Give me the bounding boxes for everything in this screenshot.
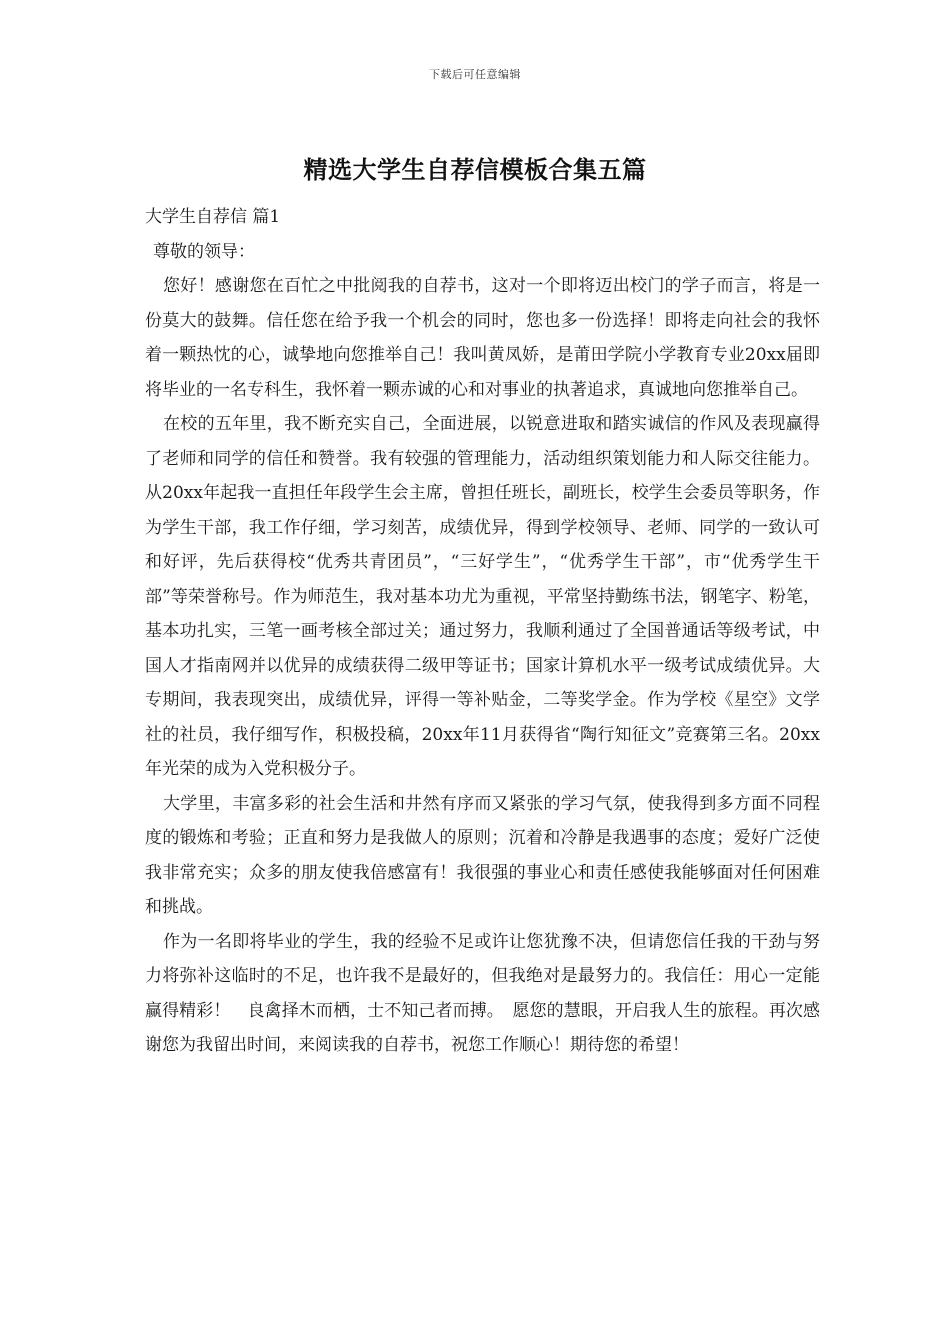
paragraph-4: 作为一名即将毕业的学生，我的经验不足或许让您犹豫不决，但请您信任我的干劲与努力将弥补这临时的不足，也许我不是最好的，但我绝对是最努力的。我信任：用心一定能赢得精彩！ 良禽择木而栖，士不知己者而搏。 愿您的慧眼，开启我人生的旅程。再次感谢您为我留出时间，来阅读我的自荐书，祝您工作顺心！期待您的希望！: [145, 931, 820, 1055]
header-note: 下载后可任意编辑: [429, 68, 521, 81]
paragraph-3: 大学里，丰富多彩的社会生活和井然有序而又紧张的学习气氛，使我得到多方面不同程度的锻炼和考验；正直和努力是我做人的原则；沉着和冷静是我遇事的态度；爱好广泛使我非常充实；众多的朋友使我倍感富有！我很强的事业心和责任感使我能够面对任何困难和挑战。: [145, 793, 820, 917]
section-heading: 大学生自荐信 篇1: [145, 207, 281, 227]
paragraph-2: 在校的五年里，我不断充实自己，全面进展，以锐意进取和踏实诚信的作风及表现赢得了老师和同学的信任和赞誉。我有较强的管理能力，活动组织策划能力和人际交往能力。从20xx年起我一直担任年段学生会主席，曾担任班长，副班长，校学生会委员等职务，作为学生干部，我工作仔细，学习刻苦，成绩优异，得到学校领导、老师、同学的一致认可和好评，先后获得校“优秀共青团员”，“三好学生”，“优秀学生干部”，市“优秀学生干部”等荣誉称号。作为师范生，我对基本功尤为重视，平常坚持勤练书法，钢笔字、粉笔，基本功扎实，三笔一画考核全部过关；通过努力，我顺利通过了全国普通话等级考试，中国人才指南网并以优异的成绩获得二级甲等证书；国家计算机水平一级考试成绩优异。大专期间，我表现突出，成绩优异，评得一等补贴金，二等奖学金。作为学校《星空》文学社的社员，我仔细写作，积极投稿，20xx年11月获得省“陶行知征文”竞赛第三名。20xx年光荣的成为入党积极分子。: [145, 414, 820, 779]
document-body: [145, 200, 820, 1063]
salutation: 尊敬的领导：: [153, 241, 255, 262]
document-title: 精选大学生自荐信模板合集五篇: [303, 155, 647, 184]
paragraph-1: 您好！感谢您在百忙之中批阅我的自荐书，这对一个即将迈出校门的学子而言，将是一份莫大的鼓舞。信任您在给予我一个机会的同时，您也多一份选择！即将走向社会的我怀着一颗热忱的心，诚挚地向您推举自己！我叫黄凤娇，是莆田学院小学教育专业20xx届即将毕业的一名专科生，我怀着一颗赤诚的心和对事业的执著追求，真诚地向您推举自己。: [145, 276, 820, 400]
